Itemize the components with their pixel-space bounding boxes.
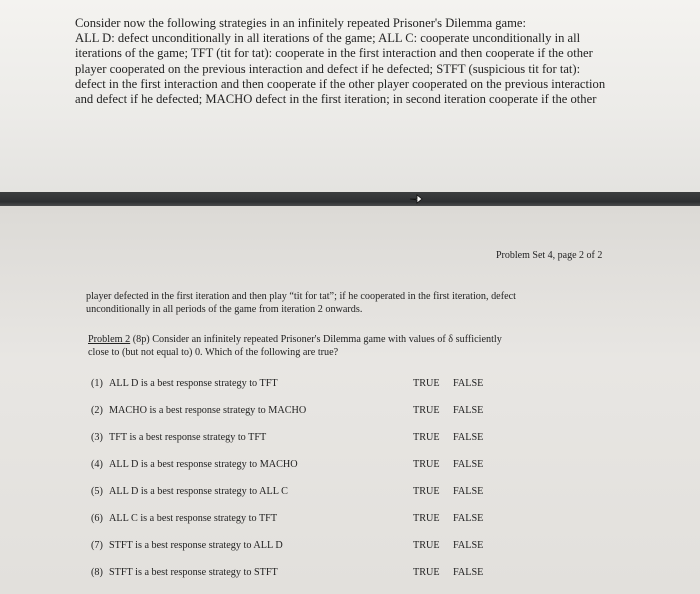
true-option[interactable]: TRUE [413,378,440,389]
false-option[interactable]: FALSE [453,540,484,551]
false-option[interactable]: FALSE [453,459,484,470]
item-statement: ALL D is a best response strategy to TFT [109,378,278,389]
page-bottom [0,206,700,594]
problem-line-1 [88,333,628,346]
text-line: unconditionally in all periods of the game from iteration 2 onwards. [86,304,363,315]
question-item-8 [91,567,611,583]
question-item-4 [91,459,611,475]
question-item-3 [91,432,611,448]
false-option[interactable]: FALSE [453,378,484,389]
text-line: ALL D: defect unconditionally in all iterations of the game; ALL C: cooperate unconditionally in all [75,31,581,46]
problem-label: Problem 2 [88,334,131,345]
item-number: (4) [91,459,103,470]
item-number: (8) [91,567,103,578]
true-option[interactable]: TRUE [413,405,440,416]
false-option[interactable]: FALSE [453,405,484,416]
page-separator [0,192,700,206]
true-option[interactable]: TRUE [413,567,440,578]
item-statement: ALL D is a best response strategy to MACHO [109,459,298,470]
item-statement: STFT is a best response strategy to ALL D [109,540,283,551]
text-line: and defect if he defected; MACHO defect in the first iteration; in second iteration cooperate if the other [75,92,597,107]
problem-statement [88,333,628,359]
problem-line-1-text: (8p) Consider an infinitely repeated Prisoner's Dilemma game with values of δ sufficiently [130,334,502,345]
item-statement: STFT is a best response strategy to STFT [109,567,278,578]
true-option[interactable]: TRUE [413,540,440,551]
problem-line-2: close to (but not equal to) 0. Which of the following are true? [88,347,339,358]
item-statement: TFT is a best response strategy to TFT [109,432,267,443]
mouse-cursor-icon [409,193,423,205]
text-line: defect in the first interaction and then cooperate if the other player cooperated on the previous interaction [75,76,606,91]
false-option[interactable]: FALSE [453,486,484,497]
question-item-1 [91,378,611,394]
text-line: iterations of the game; TFT (tit for tat): cooperate in the first interaction and then cooperate if the other [75,46,593,61]
question-item-6 [91,513,611,529]
item-number: (2) [91,405,103,416]
false-option[interactable]: FALSE [453,432,484,443]
page-number: Problem Set 4, page 2 of 2 [496,250,603,261]
true-option[interactable]: TRUE [413,513,440,524]
text-line: player cooperated on the previous interaction and defect if he defected; STFT (suspicious tit for tat): [75,61,581,76]
item-statement: ALL C is a best response strategy to TFT [109,513,278,524]
item-number: (1) [91,378,103,389]
macho-definition-continued [86,290,626,316]
true-option[interactable]: TRUE [413,486,440,497]
question-item-5 [91,486,611,502]
question-item-7 [91,540,611,556]
item-statement: MACHO is a best response strategy to MACHO [109,405,307,416]
item-number: (3) [91,432,103,443]
false-option[interactable]: FALSE [453,567,484,578]
text-line: player defected in the first iteration and then play “tit for tat”; if he cooperated in the first iteration, defect [86,291,516,302]
item-number: (6) [91,513,103,524]
item-statement: ALL D is a best response strategy to ALL C [109,486,288,497]
text-line: Consider now the following strategies in an infinitely repeated Prisoner's Dilemma game: [75,16,526,30]
true-option[interactable]: TRUE [413,459,440,470]
question-item-2 [91,405,611,421]
strategy-definitions [75,16,645,107]
true-option[interactable]: TRUE [413,432,440,443]
false-option[interactable]: FALSE [453,513,484,524]
item-number: (7) [91,540,103,551]
item-number: (5) [91,486,103,497]
